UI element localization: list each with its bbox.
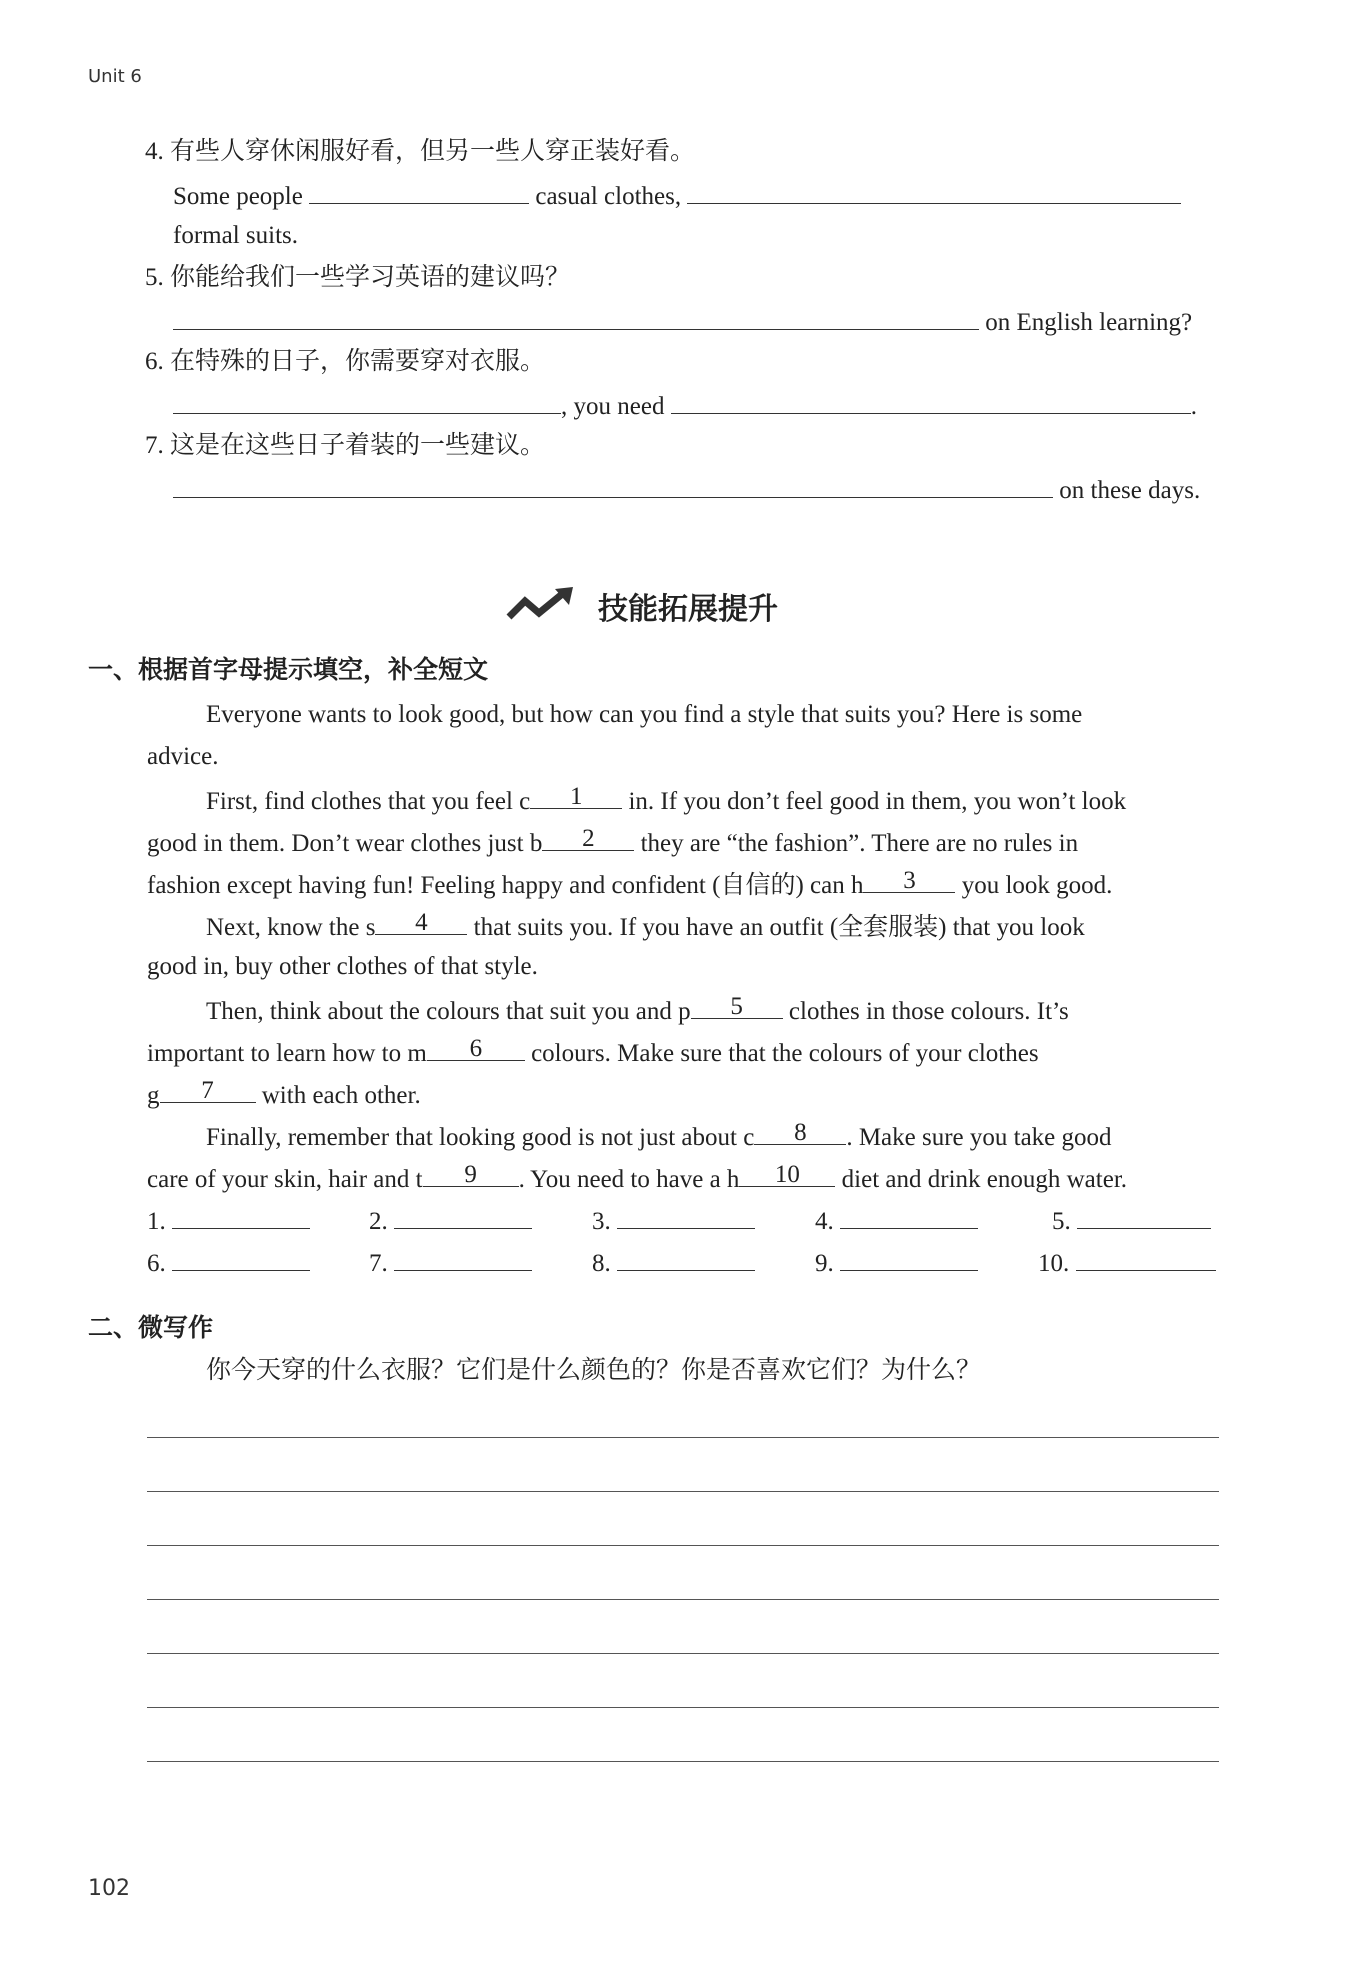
sentence-fragment: casual clothes, — [535, 183, 682, 210]
answer-label: 8. — [592, 1250, 611, 1277]
question-5-answer-line — [173, 305, 1192, 338]
blank[interactable] — [687, 179, 1181, 204]
answer-label: 3. — [592, 1208, 611, 1235]
sentence-fragment: that suits you. If you have an outfit (全套服装) that you look — [473, 914, 1085, 941]
sentence-fragment: . — [1190, 393, 1197, 420]
passage-line — [206, 910, 1085, 943]
answer-blank[interactable] — [394, 1246, 532, 1271]
blank-number: 9 — [464, 1161, 477, 1188]
sentence-fragment: . Make sure you take good — [846, 1124, 1112, 1151]
answer-blank[interactable] — [840, 1204, 978, 1229]
question-number: 6. — [145, 348, 164, 375]
answer-label: 5. — [1052, 1208, 1071, 1235]
writing-line[interactable] — [147, 1653, 1219, 1654]
question-number: 4. — [145, 138, 164, 165]
writing-line[interactable] — [147, 1545, 1219, 1546]
question-number: 5. — [145, 264, 164, 291]
section-banner-title: 技能拓展提升 — [598, 592, 778, 627]
blank-number: 3 — [903, 867, 916, 894]
answer-blank[interactable] — [840, 1246, 978, 1271]
sentence-fragment: Then, think about the colours that suit you and p — [206, 998, 691, 1025]
blank[interactable] — [173, 389, 561, 414]
page-number: 102 — [88, 1876, 130, 1901]
answer-slot — [147, 1204, 310, 1237]
blank[interactable] — [160, 1078, 256, 1103]
blank[interactable] — [671, 389, 1191, 414]
blank-number: 8 — [794, 1119, 807, 1146]
unit-label: Unit 6 — [88, 66, 142, 87]
answer-label: 1. — [147, 1208, 166, 1235]
sentence-fragment: fashion except having fun! Feeling happy and confident (自信的) can h — [147, 872, 864, 899]
passage-line — [147, 1036, 1039, 1069]
question-4-answer-line-1 — [173, 179, 1181, 212]
passage-line — [147, 1162, 1127, 1195]
sentence-fragment: Finally, remember that looking good is not just about c — [206, 1124, 755, 1151]
blank[interactable] — [542, 826, 634, 851]
answer-label: 9. — [815, 1250, 834, 1277]
question-6-answer-line — [173, 389, 1197, 422]
sentence-fragment: care of your skin, hair and t — [147, 1166, 423, 1193]
question-6-prompt — [145, 347, 545, 377]
sentence-fragment: Some people — [173, 183, 303, 210]
blank-number: 2 — [582, 825, 595, 852]
passage-line — [206, 994, 1069, 1027]
writing-line[interactable] — [147, 1707, 1219, 1708]
question-chinese: 有些人穿休闲服好看，但另一些人穿正装好看。 — [170, 138, 696, 165]
writing-prompt: 你今天穿的什么衣服？它们是什么颜色的？你是否喜欢它们？为什么？ — [206, 1357, 982, 1384]
trend-arrow-icon — [505, 585, 577, 625]
sentence-fragment: . You need to have a h — [518, 1166, 740, 1193]
sentence-fragment: colours. Make sure that the colours of your clothes — [531, 1040, 1039, 1067]
blank[interactable] — [530, 784, 622, 809]
answer-blank[interactable] — [617, 1204, 755, 1229]
blank[interactable] — [173, 305, 979, 330]
question-7-answer-line — [173, 473, 1200, 506]
sentence-fragment: with each other. — [261, 1082, 421, 1109]
answer-blank[interactable] — [617, 1246, 755, 1271]
sentence-fragment: on English learning? — [985, 309, 1193, 336]
passage-line: advice. — [147, 743, 219, 770]
sentence-fragment: good in them. Don’t wear clothes just b — [147, 830, 543, 857]
answer-label: 7. — [369, 1250, 388, 1277]
sentence-fragment: important to learn how to m — [147, 1040, 427, 1067]
question-5-prompt — [145, 263, 570, 293]
answer-slot — [1052, 1204, 1211, 1237]
section-2-heading: 二、微写作 — [88, 1313, 214, 1342]
passage-line — [147, 826, 1078, 859]
question-chinese: 这是在这些日子着装的一些建议。 — [170, 432, 546, 459]
sentence-fragment: on these days. — [1059, 477, 1201, 504]
answer-slot — [592, 1246, 755, 1279]
writing-line[interactable] — [147, 1491, 1219, 1492]
writing-line[interactable] — [147, 1437, 1219, 1438]
answer-slot — [815, 1204, 978, 1237]
sentence-fragment: diet and drink enough water. — [841, 1166, 1128, 1193]
question-4-prompt — [145, 137, 695, 167]
sentence-fragment: clothes in those colours. It’s — [788, 998, 1069, 1025]
question-number: 7. — [145, 432, 164, 459]
sentence-fragment: g — [147, 1082, 160, 1109]
passage-line — [147, 1078, 421, 1111]
sentence-fragment: , you need — [561, 393, 665, 420]
blank[interactable] — [739, 1162, 835, 1187]
blank-number: 4 — [415, 909, 428, 936]
blank[interactable] — [173, 473, 1053, 498]
answer-slot — [369, 1246, 532, 1279]
question-7-prompt — [145, 431, 545, 461]
passage-line — [206, 784, 1126, 817]
sentence-fragment: you look good. — [961, 872, 1113, 899]
answer-slot — [815, 1246, 978, 1279]
section-1-heading: 一、根据首字母提示填空，补全短文 — [88, 655, 489, 684]
answer-blank[interactable] — [1077, 1204, 1211, 1229]
blank-number: 7 — [201, 1077, 214, 1104]
blank-number: 5 — [730, 993, 743, 1020]
passage-line: Everyone wants to look good, but how can you find a style that suits you? Here is some — [206, 701, 1083, 728]
answer-slot — [369, 1204, 532, 1237]
blank-number: 6 — [469, 1035, 483, 1062]
sentence-fragment: Next, know the s — [206, 914, 376, 941]
answer-blank[interactable] — [394, 1204, 532, 1229]
passage-line — [206, 1120, 1112, 1153]
blank[interactable] — [691, 994, 783, 1019]
answer-slot — [147, 1246, 310, 1279]
passage-line — [147, 868, 1112, 901]
answer-slot — [1038, 1246, 1216, 1279]
question-chinese: 在特殊的日子，你需要穿对衣服。 — [170, 348, 546, 375]
question-4-answer-line-2: formal suits. — [173, 222, 298, 249]
blank-number: 10 — [774, 1161, 800, 1188]
answer-label: 10. — [1038, 1250, 1070, 1277]
blank[interactable] — [423, 1162, 519, 1187]
sentence-fragment: they are “the fashion”. There are no rules in — [640, 830, 1079, 857]
answer-blank[interactable] — [1076, 1246, 1216, 1271]
blank[interactable] — [863, 868, 955, 893]
blank[interactable] — [754, 1120, 846, 1145]
blank[interactable] — [427, 1036, 525, 1061]
blank-number: 1 — [569, 783, 583, 810]
answer-blank[interactable] — [172, 1246, 310, 1271]
blank[interactable] — [309, 179, 529, 204]
passage-line: good in, buy other clothes of that style. — [147, 953, 538, 980]
answer-blank[interactable] — [172, 1204, 310, 1229]
answer-slot — [592, 1204, 755, 1237]
blank[interactable] — [375, 910, 467, 935]
writing-line[interactable] — [147, 1761, 1219, 1762]
sentence-fragment: in. If you don’t feel good in them, you won’t look — [628, 788, 1127, 815]
sentence-fragment: First, find clothes that you feel c — [206, 788, 531, 815]
answer-label: 2. — [369, 1208, 388, 1235]
writing-line[interactable] — [147, 1599, 1219, 1600]
question-chinese: 你能给我们一些学习英语的建议吗？ — [170, 264, 571, 291]
answer-label: 6. — [147, 1250, 166, 1277]
answer-label: 4. — [815, 1208, 834, 1235]
